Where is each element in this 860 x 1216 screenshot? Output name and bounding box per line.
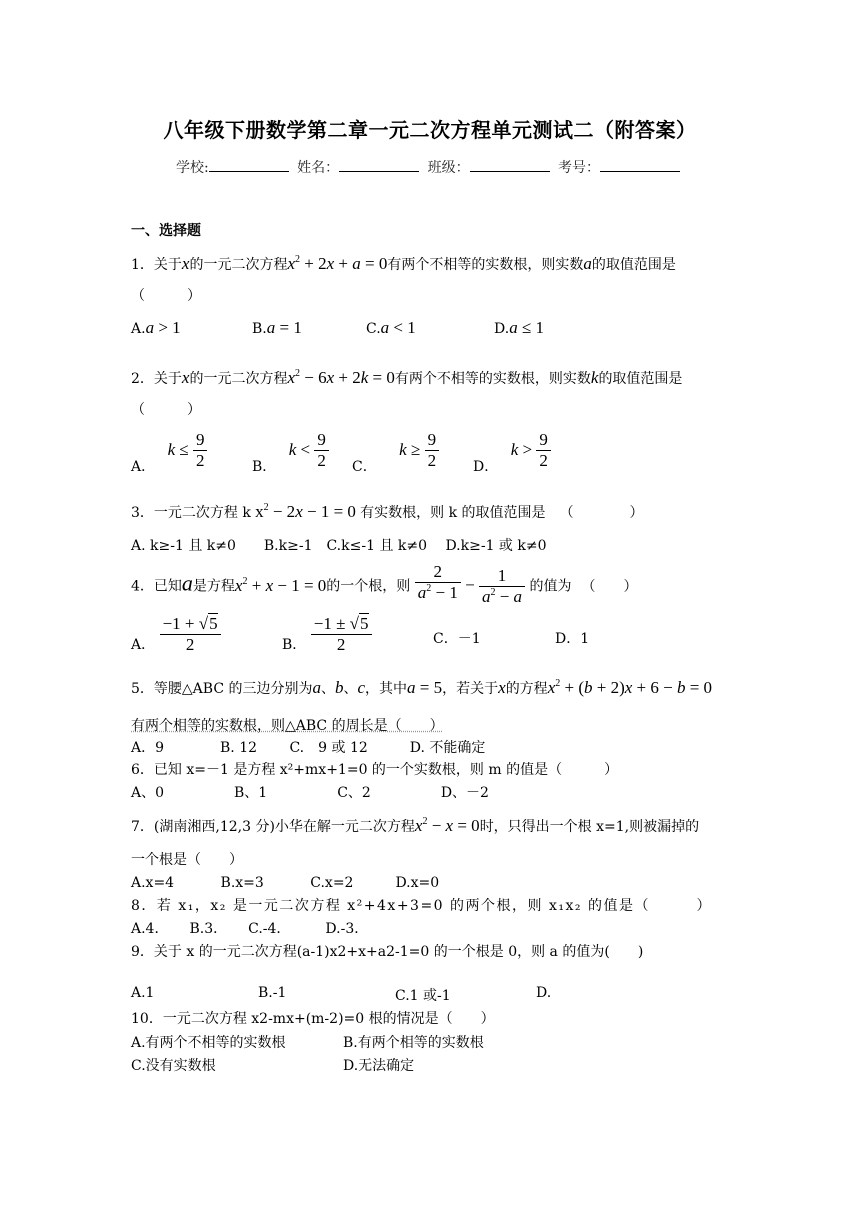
class-label: 班级：: [427, 160, 470, 176]
question-4-option-d[interactable]: D．1: [555, 631, 590, 647]
question-4-stem: 4．已知a是方程$x^2 + x - 1 = 0$的一个根，则 $\frac{2}{a^2 - 1}$ − $\frac{1}{a^2 - a}$ 的值为 （ ）: [131, 562, 638, 606]
question-9-option-a[interactable]: A.1: [131, 985, 155, 1001]
question-4-option-c[interactable]: C．－1: [433, 631, 481, 647]
section-heading: 一、选择题: [131, 223, 201, 239]
question-5-options[interactable]: A．9 B. 12 C. 9 或 12 D. 不能确定: [131, 740, 486, 756]
question-8-options[interactable]: A.4． B.3． C.-4． D.-3．: [131, 921, 369, 937]
question-3-options[interactable]: A. k≥-1 且 k≠0 B.k≥-1 C.k≤-1 且 k≠0 D.k≥-1 或 k≠0: [131, 538, 547, 554]
question-5-line2: 有两个相等的实数根，则△ABC 的周长是（ ）: [131, 718, 444, 734]
question-7-line2: 一个根是（ ）: [131, 852, 243, 868]
question-2-stem: 2．关于x的一元二次方程$x^2 - 6x + 2k = 0$有两个不相等的实数根，则实数k的取值范围是: [131, 368, 683, 387]
question-5-stem: 5．等腰△ABC 的三边分别为a、b、c，其中a = 5，若关于x的方程$x^2 + (b + 2)x + 6 - b = 0$: [131, 678, 713, 697]
school-label: 学校:: [175, 160, 209, 176]
student-info-line: [0, 157, 860, 177]
question-2-option-a[interactable]: A． k ≤ $\frac{9}{2}$: [131, 430, 207, 471]
exam-number-label: 考号：: [558, 160, 601, 176]
question-1-option-b[interactable]: B.a = 1: [252, 318, 302, 337]
question-9-option-c[interactable]: C.1 或-1: [395, 988, 451, 1004]
question-6-stem: 6．已知 x=－1 是方程 x²+mx+1=0 的一个实数根，则 m 的值是（ ）: [131, 762, 619, 778]
question-10-option-c[interactable]: C.没有实数根: [131, 1058, 216, 1074]
question-10-option-a[interactable]: A.有两个不相等的实数根: [131, 1035, 286, 1051]
question-1-stem: 1．关于x的一元二次方程$x^2 + 2x + a = 0$有两个不相等的实数根，则实数a的取值范围是: [131, 254, 676, 273]
school-field[interactable]: [209, 159, 289, 172]
question-8-stem: 8．若 x₁，x₂ 是一元二次方程 x²+4x+3=0 的两个根，则 x₁x₂ 的值是（ ）: [131, 898, 712, 914]
question-9-option-b[interactable]: B.-1: [258, 985, 287, 1001]
question-1-option-d[interactable]: D.a ≤ 1: [494, 318, 545, 337]
question-4-option-a[interactable]: A． $\frac{-1 + √5}{2}$: [131, 614, 221, 655]
question-7-stem: 7．(湖南湘西,12,3 分)小华在解一元二次方程$x^2 - x = 0$时，只得出一个根 x=1,则被漏掉的: [131, 816, 700, 835]
question-4-option-b[interactable]: B． $\frac{-1 \pm √5}{2}$: [282, 614, 372, 655]
question-9-option-d[interactable]: D.: [536, 985, 552, 1001]
question-2-option-b[interactable]: B． k < $\frac{9}{2}$: [252, 430, 329, 471]
question-1-option-a[interactable]: A.a > 1: [131, 318, 181, 337]
question-2-option-c[interactable]: C． k ≥ $\frac{9}{2}$: [352, 430, 439, 471]
page-title: 八年级下册数学第二章一元二次方程单元测试二（附答案）: [163, 118, 697, 142]
question-2-paren: （ ）: [131, 402, 201, 418]
question-10-option-d[interactable]: D.无法确定: [343, 1058, 415, 1074]
question-3-stem: 3．一元二次方程 k $x^2 - 2x - 1 = 0$ 有实数根，则 k 的取值范围是 （ ）: [131, 502, 644, 521]
name-field[interactable]: [339, 159, 419, 172]
exam-number-field[interactable]: [600, 159, 680, 172]
question-1-option-c[interactable]: C.a < 1: [366, 318, 416, 337]
name-label: 姓名：: [297, 160, 340, 176]
class-field[interactable]: [470, 159, 550, 172]
question-10-option-b[interactable]: B.有两个相等的实数根: [343, 1035, 484, 1051]
question-10-stem: 10．一元二次方程 x2-mx+(m-2)=0 根的情况是（ ）: [131, 1011, 495, 1027]
question-6-options[interactable]: A、0 B、1 C、2 D、－2: [131, 785, 489, 801]
question-1-paren: （ ）: [131, 288, 201, 304]
question-9-stem: 9．关于 x 的一元二次方程(a-1)x2+x+a2-1=0 的一个根是 0，则 a 的值为( ): [131, 944, 644, 960]
question-2-option-d[interactable]: D． k > $\frac{9}{2}$: [473, 430, 551, 471]
question-7-options[interactable]: A.x=4 B.x=3 C.x=2 D.x=0: [131, 875, 440, 891]
